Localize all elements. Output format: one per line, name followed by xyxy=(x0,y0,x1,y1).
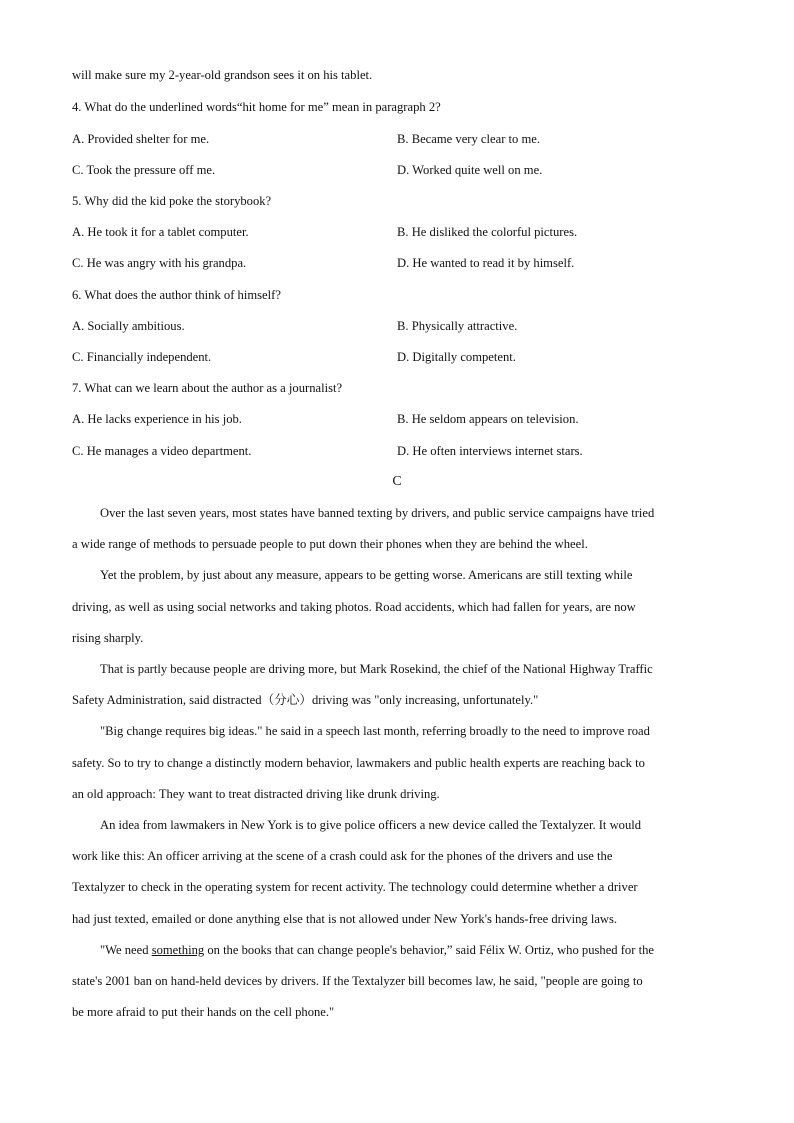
question-7-option-b: B. He seldom appears on television. xyxy=(397,412,579,426)
question-4-option-b: B. Became very clear to me. xyxy=(397,132,541,146)
section-heading: C xyxy=(392,474,402,489)
quote-continuation: on the books that can change people's behavior,” said Félix W. Ortiz, who pushed for the xyxy=(204,943,654,957)
paragraph-line: driving, as well as using social networks and taking photos. Road accidents, which had fallen for years, are now xyxy=(72,600,636,614)
paragraph-line: Textalyzer to check in the operating system for recent activity. The technology could determine whether a driver xyxy=(72,880,638,894)
paragraph-line: "Big change requires big ideas." he said in a speech last month, referring broadly to the need to improve road xyxy=(100,724,650,738)
paragraph-line: Over the last seven years, most states have banned texting by drivers, and public service campaigns have tried xyxy=(100,506,655,520)
paragraph-line: That is partly because people are driving more, but Mark Rosekind, the chief of the National Highway Traffic xyxy=(100,662,653,676)
paragraph-line: be more afraid to put their hands on the cell phone." xyxy=(72,1005,335,1019)
question-5-option-a: A. He took it for a tablet computer. xyxy=(72,225,249,239)
question-5-stem: 5. Why did the kid poke the storybook? xyxy=(72,194,272,208)
question-6-option-a: A. Socially ambitious. xyxy=(72,319,185,333)
question-4-stem: 4. What do the underlined words“hit home for me” mean in paragraph 2? xyxy=(72,100,441,114)
passage-tail-line: will make sure my 2-year-old grandson sees it on his tablet. xyxy=(72,68,373,82)
quote-opening: "We need xyxy=(100,943,152,957)
paragraph-line: Yet the problem, by just about any measure, appears to be getting worse. Americans are still texting while xyxy=(100,568,633,582)
question-4-option-d: D. Worked quite well on me. xyxy=(397,163,543,177)
question-7-option-a: A. He lacks experience in his job. xyxy=(72,412,242,426)
question-7-option-c: C. He manages a video department. xyxy=(72,444,252,458)
paragraph-line: An idea from lawmakers in New York is to give police officers a new device called the Textalyzer. It would xyxy=(100,818,642,832)
question-5-option-d: D. He wanted to read it by himself. xyxy=(397,256,575,270)
paragraph-line xyxy=(100,942,654,958)
paragraph-line: a wide range of methods to persuade people to put down their phones when they are behind the wheel. xyxy=(72,537,588,551)
paragraph-line: state's 2001 ban on hand-held devices by drivers. If the Textalyzer bill becomes law, he said, "people are going to xyxy=(72,974,643,988)
paragraph-line: rising sharply. xyxy=(72,631,144,645)
question-6-option-b: B. Physically attractive. xyxy=(397,319,518,333)
question-5-option-b: B. He disliked the colorful pictures. xyxy=(397,225,578,239)
question-6-option-c: C. Financially independent. xyxy=(72,350,212,364)
paragraph-line: work like this: An officer arriving at the scene of a crash could ask for the phones of the drivers and use the xyxy=(72,849,613,863)
paragraph-line: safety. So to try to change a distinctly modern behavior, lawmakers and public health experts are reaching back to xyxy=(72,756,645,770)
underlined-word: something xyxy=(151,943,205,957)
question-7-option-d: D. He often interviews internet stars. xyxy=(397,444,583,458)
question-4-option-c: C. Took the pressure off me. xyxy=(72,163,216,177)
question-5-option-c: C. He was angry with his grandpa. xyxy=(72,256,247,270)
paragraph-line: had just texted, emailed or done anything else that is not allowed under New York's hands-free driving laws. xyxy=(72,912,618,926)
question-7-stem: 7. What can we learn about the author as a journalist? xyxy=(72,381,343,395)
question-4-option-a: A. Provided shelter for me. xyxy=(72,132,210,146)
paragraph-line: an old approach: They want to treat distracted driving like drunk driving. xyxy=(72,787,440,801)
question-6-option-d: D. Digitally competent. xyxy=(397,350,516,364)
question-6-stem: 6. What does the author think of himself? xyxy=(72,288,281,302)
paragraph-line: Safety Administration, said distracted（分心）driving was "only increasing, unfortunately." xyxy=(72,693,539,707)
